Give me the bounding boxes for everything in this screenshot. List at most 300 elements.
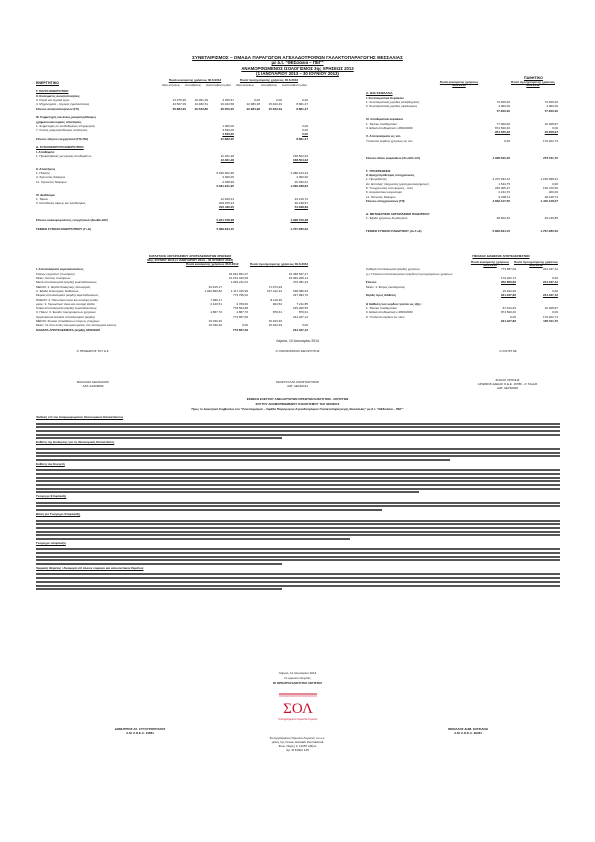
audit-body (36, 416, 560, 678)
liabilities-row-label: 11. Πιστωτές διάφοροι (366, 195, 396, 199)
liabilities-row-previous: 179.202,73 (542, 139, 558, 143)
distribution-row-label: (+) Υπόλοιπο αποτελεσμάτων (κερδών) προηγούμενων χρήσεων (366, 272, 453, 276)
assets-row-net: 12.361,28 (220, 154, 234, 158)
audit-paragraph-emphasis (36, 573, 560, 590)
results-row-current-total: 4.769,66 (236, 302, 248, 306)
liabilities-row-current: 74.000,00 (496, 101, 510, 105)
audit-heading-management: Ευθύνη της Διοίκησης για τις Οικονομικές Καταστάσεις (36, 440, 115, 445)
placeholder-text-line (36, 509, 382, 511)
balance-sheet-title: ΑΝΑΜΟΡΦΩΜΕΝΟΣ ΙΣΟΛΟΓΙΣΜΟΣ 3ης ΧΡΗΣΕΩΣ 2013 (241, 66, 354, 71)
results-row-label: ΚΑΘΑΡΑ ΑΠΟΤΕΛΕΣΜΑΤΑ (κέρδη) ΧΡΗΣΕΩΣ (36, 328, 101, 332)
assets-row-label: 11. Χρεώστες διάφοροι (36, 180, 67, 184)
liabilities-row-label: 5. Υποχρεώσεις από φόρους - τέλη (366, 186, 413, 190)
liabilities-colhead-previous: Ποσά προηγούμενης χρήσεως 30.6.2012 (511, 80, 555, 88)
liabilities-row-previous: 28.448,73 (544, 195, 558, 199)
liabilities-row-label: 1. Τακτικό αποθεματικό (366, 122, 397, 126)
liabilities-row-current: 4.632.417,05 (492, 199, 510, 203)
placeholder-text-line (36, 531, 560, 533)
results-colhead-previous: Ποσά προηγούμενης χρήσεως 30.6.2012 (250, 262, 309, 266)
audit-date: Λάρισα, 11 Ιανουαρίου 2014 (278, 671, 317, 675)
results-row-previous-detail: 71.074,29 (268, 285, 282, 289)
assets-row-label: Γ. ΠΑΓΙΟ ΕΝΕΡΓΗΤΙΚΟ (36, 90, 69, 94)
placeholder-text-line (36, 423, 560, 425)
assets-row-net: 36.350,25 (220, 107, 234, 111)
results-row-current-total: 1.117.415,99 (230, 289, 248, 293)
assets-row-depreciation: 10.482,51 (194, 103, 208, 107)
assets-row-net: 3.000,00 (222, 176, 234, 180)
results-row-current-detail: 7.990,17 (210, 298, 222, 302)
distribution-row-current: 10.942,00 (502, 289, 516, 293)
distribution-row-label: Κέρδη προς διάθεση (366, 294, 396, 298)
placeholder-text-line (36, 573, 560, 575)
liabilities-row-current: 1.028.520,46 (492, 156, 510, 160)
liabilities-row-label: 6. Ασφαλιστικοί οργανισμοί (366, 191, 402, 195)
placeholder-text-line (36, 469, 560, 471)
assets-row-net: 5.631.941,95 (216, 184, 234, 188)
assets-row-net-prev: 1.707.280,02 (290, 227, 308, 231)
distribution-row-current: 941.917,82 (500, 294, 516, 298)
president-title: Ο ΠΡΟΕΔΡΟΣ ΤΟΥ Δ.Σ. (76, 349, 110, 353)
president-name: ΒΑΚΑΛΗΣ ΑΘΑΝΑΣΙΟΣ (77, 380, 109, 384)
assets-row-net-prev: 1.698.709,38 (290, 219, 308, 223)
results-table (36, 268, 308, 336)
liabilities-row-label: 2α. Επιταγές πληρωτέες (μεταχρονολογημένες) (366, 182, 429, 186)
liabilities-row-previous: 74.000,00 (544, 101, 558, 105)
results-row (36, 328, 308, 332)
assets-row-label: 1. Ταμείο (36, 197, 48, 201)
assets-row-label: Σύνολο ακινητοποιήσεων (ΓΙΙ) (36, 107, 79, 111)
assets-row-net-prev: 0,00 (302, 133, 308, 137)
assets-row-net-prev: 8.861,47 (296, 103, 308, 107)
results-row-previous-total: 476.481,23 (292, 281, 308, 285)
results-row-current-total: 778.564,68 (232, 307, 248, 311)
distribution-row-label: 6. Υπόλοιπο κερδών εις νέον (366, 315, 405, 319)
assets-row-net-prev: 168.504,93 (292, 159, 308, 163)
audit-paragraph-auditor (36, 469, 560, 493)
placeholder-text-line (36, 581, 560, 583)
liabilities-row-label: 1. Προμηθευτές (366, 178, 387, 182)
placeholder-text-line (36, 488, 560, 490)
liabilities-row-label: 2. Συνεταιριστικές μερίδες οφειλόμενες (366, 105, 418, 109)
results-row-previous-detail: 8.116,36 (270, 298, 282, 302)
liabilities-row-current: 48.602,62 (496, 217, 510, 221)
placeholder-text-line (36, 577, 560, 579)
assets-row-label: 7. Λοιπές μακροπρόθεσμες απαιτήσεις (36, 129, 88, 133)
liabilities-row-label: Α. ΙΔΙΑ ΚΕΦΑΛΑΙΑ (366, 92, 393, 96)
distribution-row-current: 874.520,46 (500, 311, 516, 315)
distribution-row (366, 294, 558, 298)
assets-row (36, 103, 308, 107)
results-row-current-detail: 1.022.890,82 (204, 289, 222, 293)
sol-logo-text: ΣΟΛ (283, 701, 313, 717)
results-row-label: Ολικά αποτελέσματα (κέρδη) εκμεταλλεύσεως (36, 307, 97, 311)
assets-row-net: 1.000,00 (222, 124, 234, 128)
results-row-current-total: 21.153.440,06 (228, 277, 248, 281)
results-row-label: ΜΕΙΟΝ: 1. Έξοδα διοικητικής λειτουργίας (36, 285, 91, 289)
liabilities-row-current: 2.134,70 (498, 191, 510, 195)
distribution-colhead-current: Ποσά κλειόμενης χρήσεως 30.6.2013 (470, 260, 510, 268)
assets-row-net-prev: 54.398,69 (294, 206, 308, 210)
assets-sub-net: Αναπόσβεστη αξία (206, 83, 231, 87)
placeholder-text-line (36, 477, 560, 479)
liabilities-row-previous: 136.470,50 (542, 186, 558, 190)
results-row-label: Μερικά αποτελέσματα (κέρδη) εκμεταλλεύσεως (36, 294, 99, 298)
results-row-previous-detail: 879,61 (272, 311, 282, 315)
distribution-row (366, 307, 558, 311)
results-row-current-detail: 4.867,70 (210, 311, 222, 315)
auditor1-id: Α.Μ. Σ.Ο.Ε.Λ. 13861 (126, 731, 154, 735)
assets-row-net-prev: 3.000,00 (296, 176, 308, 180)
results-row-label: Μείον: Οι από αυτές ενσωματωμένες στο λειτουργικό κόστος (36, 324, 117, 328)
placeholder-text-line (36, 505, 560, 507)
accountant-license: ΑΡΙΘΜΟΣ ΑΔΕΙΑΣ Ο.Ε.Ε. 16786 - Α' ΤΑΞΗΣ (477, 382, 538, 386)
audit-firm-address: Φωκ. Νέγρη 3, 11257 Αθήνα (278, 744, 317, 748)
company-trade-name: με δ.τ. "ΘΕΣσάλια – ΠΕΓ" (271, 60, 324, 65)
assets-row-depreciation: 20.533,80 (194, 107, 208, 111)
assets-row-net: 3.533,00 (222, 129, 234, 133)
placeholder-text-line (36, 448, 560, 450)
audit-title: ΕΚΘΕΣΗ ΕΛΕΓΧΟΥ ΑΝΕΞΑΡΤΗΤΩΝ ΟΡΚΩΤΩΝ ΕΛΕΓΚΤΩΝ - ΛΟΓΙΣΤΩΝ (246, 397, 349, 401)
assets-row-gross-prev: 22.984,38 (246, 107, 260, 111)
placeholder-text-line (36, 430, 560, 432)
results-row-current-total: 773.657,09 (232, 328, 248, 332)
results-row-previous-total: 879,61 (298, 311, 308, 315)
distribution-row-previous: 195.511,70 (543, 319, 558, 323)
assets-row-label: 3. Καταθέσεις όψεως και προθεσμίας (36, 202, 86, 206)
liabilities-row-label: Ι. Συνεταιριστικό Κεφάλαιο (366, 96, 404, 100)
results-row-current-detail: 15.030,20 (208, 324, 222, 328)
distribution-row-previous: 244.347,12 (542, 281, 558, 285)
placeholder-text-line (36, 520, 560, 522)
assets-row-net-prev: 8.861,47 (296, 107, 308, 111)
results-row (36, 320, 308, 324)
auditor2-id: Α.Μ. Σ.Ο.Ε.Λ. 39461 (454, 731, 482, 735)
distribution-row-previous: 244.347,12 (542, 268, 558, 272)
liabilities-row-label: 1. Έξοδα χρήσεως δουλευμένα (366, 217, 408, 221)
results-row-current-total: 773.795,02 (232, 294, 248, 298)
audit-heading-report: Έκθεση επί του Αναμορφωμένου Οικονομικών Καταστάσεων (36, 416, 124, 419)
audit-heading-auditor: Ευθύνη του Ελεγκτή (36, 461, 65, 466)
liabilities-row-previous: 16.308,97 (544, 131, 558, 135)
results-row-current-detail: 94.615,17 (208, 285, 222, 289)
liabilities-row-label: Σύνολο ιδίων κεφαλαίων (ΑΙ+ΑΙV+ΑV) (366, 156, 420, 160)
manager-id: ΑΔΤ: ΑΕ410414 (287, 384, 308, 388)
liabilities-row-previous: 1.415.418,07 (540, 199, 558, 203)
placeholder-text-line (36, 452, 560, 454)
liabilities-title: ΠΑΘΗΤΙΚΟ (524, 76, 543, 80)
assets-row-net: 3.325,67 (222, 99, 234, 103)
results-row-label: ΜΕΙΟΝ: Σύνολο αποσβέσεων παγίων στοιχείων (36, 319, 100, 323)
assets-row-net-prev: 26.093,61 (294, 180, 308, 184)
results-row-previous-total: 238.486,63 (292, 289, 308, 293)
liabilities-row-current: 4.373.394,12 (492, 178, 510, 182)
liabilities-row-previous: 16.308,97 (544, 122, 558, 126)
sol-logo-graphic (275, 691, 321, 725)
assets-row (36, 99, 308, 103)
placeholder-text-line (36, 523, 560, 525)
assets-row-gross: 56.884,05 (172, 107, 186, 111)
assets-row-net-prev: 8.861,47 (296, 137, 308, 141)
distribution-table (366, 268, 558, 328)
assets-row-net: 5.626.902,96 (216, 172, 234, 176)
assets-row-net-prev: 168.504,93 (292, 154, 308, 158)
distribution-row-label: 3. Ειδικά αποθεματικά ν.2810/2000 (366, 311, 413, 315)
audit-paragraph-qualified (36, 548, 560, 565)
results-row (36, 298, 308, 302)
liabilities-row-current: 246.305,37 (494, 186, 510, 190)
assets-row-label: 1. Πελάτες (36, 172, 50, 176)
assets-row-net: 222.439,25 (218, 206, 234, 210)
placeholder-text-line (36, 480, 560, 482)
results-period: 30ης ΙΟΥΝΙΟΥ 2013 (1 ΙΑΝΟΥΑΡΙΟΥ 2013 – 30 ΙΟΥΝΙΟΥ 2013) (147, 258, 233, 262)
results-row (36, 311, 308, 315)
audit-heading-qualified: Γνώμη με επιφύλαξη (36, 540, 66, 545)
liabilities-row-label: Δ. ΜΕΤΑΒΑΤΙΚΟΙ ΛΟΓΑΡΙΑΣΜΟΙ ΠΑΘΗΤΙΚΟΥ (366, 212, 430, 216)
distribution-colhead-previous: Ποσά προηγούμενης χρήσεως 30.6.2012 (514, 260, 558, 268)
results-row-current-total: 0,00 (242, 324, 248, 328)
results-row-previous-total: 7.211,85 (296, 302, 308, 306)
assets-row-label: Δ. ΚΥΚΛΟΦΟΡΟΥΝ ΕΝΕΡΓΗΤΙΚΟ (36, 146, 84, 150)
placeholder-text-line (36, 563, 282, 565)
results-row (36, 289, 308, 293)
distribution-row-label: Η διάθεση των κερδών γίνεται ως εξής : (366, 302, 423, 306)
results-row-label: Μικτά αποτελέσματα (κέρδη) εκμεταλλεύσεως (36, 281, 97, 285)
assets-row (36, 107, 308, 111)
assets-row-net-prev: 1.288.244,23 (290, 172, 308, 176)
audit-heading-emphasis: Έμφαση Θέματος / Αναφορά επί άλλων νομικών και κανονιστικών θεμάτων (36, 565, 144, 570)
manager-name: ΓΕΩΡΓΟΥΛΑΣ ΚΩΝΣΤΑΝΤΙΝΟΣ (275, 380, 320, 384)
distribution-row-current: 773.657,09 (500, 268, 516, 272)
audit-addressee: Προς το Διοικητικό Συμβούλιο του "Συνεταιρισμού – Ομάδα Παραγωγών Αγελαδοτρόφων Γαλακτοπαραγωγής Θεσσαλίας" με δ.τ. "ΘΕΣσάλια – ΠΕΓ" (191, 407, 404, 411)
liabilities-row-label: 1. Συνεταιριστικές μερίδες καταβλημένες (366, 101, 420, 105)
results-row-label: ΠΛΕΟΝ: 4. Πιστωτικοί τόκοι και συναφή έσοδα (36, 298, 98, 302)
assets-row-net: 5.941.708,98 (216, 219, 234, 223)
audit-firm-registry: Αρ. Μ ΣΟΕΛ 125 (286, 748, 309, 752)
assets-row-gross-prev: 0,00 (254, 99, 260, 103)
audit-paragraph-opinion (36, 502, 560, 511)
assets-row-gross: 13.376,96 (172, 99, 186, 103)
placeholder-text-line (36, 588, 282, 590)
assets-row-label: ΙΙ. Απαιτήσεις (36, 167, 56, 171)
assets-row-net: 4.533,00 (222, 133, 234, 137)
results-row-current-detail: 15.030,20 (208, 319, 222, 323)
liabilities-row-label: ΙΙ. Βραχυπρόθεσμες υποχρεώσεις (366, 174, 415, 178)
liabilities-row-previous: 3.000,00 (546, 105, 558, 109)
liabilities-row-previous: 0,00 (552, 182, 558, 186)
assets-row-gross-prev: 22.984,38 (246, 103, 260, 107)
distribution-row (366, 268, 558, 272)
liabilities-row-previous: 400,00 (548, 191, 558, 195)
assets-row-net-prev: 0,00 (302, 124, 308, 128)
distribution-row-previous: 16.308,97 (544, 307, 558, 311)
assets-sub-gross-prev: Αξία κτήσεως (236, 83, 254, 87)
liabilities-row-previous: 77.000,00 (544, 109, 558, 113)
assets-row-net: 2.038,99 (222, 180, 234, 184)
auditor2-name: ΝΙΚΟΛΑΟΣ ΔΗΜ. ΚΑΤΣΙΑΝΗ (448, 727, 488, 731)
liabilities-row-current: 951.520,46 (494, 131, 510, 135)
distribution-row-label: Μείον: 1. Φόρος εισοδήματος (366, 285, 405, 289)
results-row (36, 324, 308, 328)
liabilities-row-label: Υπόλοιπο κερδών χρήσεως εις νέο (366, 139, 413, 143)
audit-paragraph-report (36, 423, 560, 440)
liabilities-row-current: 0,00 (504, 139, 510, 143)
results-row-previous-total: 244.347,12 (292, 328, 308, 332)
assets-row-depreciation-prev: 15.023,49 (268, 103, 282, 107)
liabilities-row-current: 874.520,46 (494, 126, 510, 130)
distribution-row (366, 320, 558, 324)
assets-row-label: 3. Κτίρια και τεχνικά έργα (36, 99, 70, 103)
liabilities-row-current: 1.544,75 (498, 182, 510, 186)
manager-title: Ο ΟΙΚΟΝΟΜΙΚΟΣ ΔΙΕΥΘΥΝΤΗΣ (275, 349, 320, 353)
liabilities-row-current: 77.000,00 (496, 122, 510, 126)
results-row-label: μείον: 3. Χρεωστικοί τόκοι και συναφή έξοδα (36, 302, 95, 306)
audit-heading-basis: Βάση για Γνώμη με Επιφύλαξη (36, 511, 81, 516)
distribution-row-current: 941.917,82 (500, 319, 516, 323)
audit-paragraph-basis (36, 520, 560, 540)
liabilities-row-previous: 1.707.280,02 (540, 229, 558, 233)
results-row-label: Μείον: Κόστος πωλήσεων (36, 277, 71, 281)
liabilities-row-current: 5.809.634,15 (492, 229, 510, 233)
assets-colhead-current: Ποσά κλειόμενης χρήσεως 30.6.2013 (168, 78, 222, 82)
results-row-label: ΙΙ. Πλέον: 3. Έσοδα προηγουμένων χρήσεων (36, 311, 96, 315)
placeholder-text-line (36, 426, 560, 428)
assets-row-net: 5.809.634,15 (216, 227, 234, 231)
results-row-previous-total: 15.992.208,14 (288, 277, 308, 281)
audit-firm-name: Συνεργαζόμενοι Ορκωτοί Λογιστές α.ε.ο.ε. (269, 736, 326, 740)
assets-row (36, 228, 308, 232)
assets-sub-net-prev: Αναπόσβεστη αξία (282, 83, 307, 87)
audit-paragraph-management (36, 448, 560, 461)
results-row-current-total: 4.867,70 (236, 311, 248, 315)
results-row-current-total: 773.657,09 (232, 315, 248, 319)
distribution-row-label: Καθαρά αποτελέσματα (κέρδη) χρήσεως (366, 268, 420, 272)
distribution-row-previous: 0,00 (552, 289, 558, 293)
results-row-previous-total: 0,00 (302, 324, 308, 328)
assets-row-label: IV. Διαθέσιμα (36, 193, 55, 197)
results-row-previous-total: 245.206,55 (292, 307, 308, 311)
company-name: ΣΥΝΕΤΑΙΡΙΣΜΟΣ – ΟΜΑΔΑ ΠΑΡΑΓΩΓΩΝ ΑΓΕΛΑΔΟΤΡΟΦΩΝ ΓΑΛΑΚΤΟΠΑΡΑΓΩΓΗΣ ΘΕΣΣΑΛΙΑΣ (192, 55, 403, 60)
results-row-previous-detail: 167.412,34 (266, 289, 282, 293)
results-row-previous-total: 237.994,70 (292, 294, 308, 298)
liabilities-row-previous: 0,00 (552, 126, 558, 130)
assets-row-label: 4. Μηχανήματα - τεχνικές εγκαταστάσεις (36, 103, 90, 107)
results-row (36, 302, 308, 306)
placeholder-text-line (36, 552, 560, 554)
placeholder-text-line (36, 559, 560, 561)
sol-logo (275, 691, 321, 725)
liabilities-row-previous: 29.139,85 (544, 217, 558, 221)
distribution-row-current: 67.344,63 (502, 307, 516, 311)
results-row-previous-detail: 904,52 (272, 302, 282, 306)
assets-table (36, 90, 308, 250)
assets-row-net-prev: 1.299.338,84 (290, 184, 308, 188)
liabilities-row (366, 230, 558, 234)
results-row-label: 3. Έξοδα λειτουργίας διαθέσεως (36, 289, 79, 293)
results-row-label: Οργανικά και έκτακτα αποτελέσματα (κέρδη) (36, 315, 95, 319)
placeholder-text-line (36, 459, 450, 461)
placeholder-text-line (36, 556, 560, 558)
placeholder-text-line (36, 548, 560, 550)
distribution-row (366, 311, 558, 315)
audit-closing-title: ΟΙ ΟΡΚΩΤΟΙ ΕΛΕΓΚΤΕΣ ΛΟΓΙΣΤΕΣ (272, 681, 323, 685)
distribution-row-label: Σύνολο (366, 281, 377, 285)
assets-row-label: 1. Προκαταβολές για αγορές αποθεμάτων (36, 154, 92, 158)
results-row-label: Κύκλος εργασιών (πωλήσεις) (36, 272, 75, 276)
assets-row-net-prev: 30.248,97 (294, 202, 308, 206)
placeholder-text-line (36, 502, 560, 504)
assets-row-label: Ι. Αποθέματα (36, 150, 55, 154)
results-row-previous-detail: 15.023,49 (268, 319, 282, 323)
assets-title: ΕΝΕΡΓΗΤΙΚΟ (36, 81, 59, 85)
audit-subtitle: ΕΠΙ ΤΟΥ ΑΝΑΜΟΡΦΩΜΕΝΟΥ ΙΣΟΛΟΓΙΣΜΟΥ ΤΗΣ 30/6/2013 (255, 402, 340, 406)
results-colhead-current: Ποσά κλειόμενης χρήσεως 30.6.2013 (186, 262, 239, 266)
assets-row-label: Σύνολο κυκλοφορούντος ενεργητικού (ΔΙ+ΔΙΙ+ΔΙV) (36, 219, 108, 223)
placeholder-text-line (36, 437, 282, 439)
distribution-row (366, 281, 558, 285)
placeholder-text-line (36, 585, 560, 587)
results-row (36, 285, 308, 289)
placeholder-text-line (36, 473, 560, 475)
distribution-row-previous: 244.347,12 (542, 294, 558, 298)
liabilities-row-current: 77.000,00 (496, 109, 510, 113)
placeholder-text-line (36, 534, 560, 536)
place-date: Λάρισα, 10 Ιανουαρίου 2014 (276, 339, 319, 343)
assets-row-depreciation-prev: 0,00 (276, 99, 282, 103)
liabilities-row-label: V. Αποτελέσματα εις νέο (366, 135, 401, 139)
assets-row-net-prev: 0,00 (302, 129, 308, 133)
distribution-row-previous: 0,00 (552, 277, 558, 281)
assets-sub-dep: Αποσβέσεις (185, 83, 201, 87)
audit-closing: Οι ορκωτοί ελεγκτές (284, 676, 311, 680)
results-row-label: Ι. Αποτελέσματα εκμεταλλεύσεως (36, 268, 84, 272)
liabilities-row-previous: 272.511,70 (543, 156, 558, 160)
liabilities-row-current: 3.000,00 (498, 105, 510, 109)
placeholder-text-line (36, 434, 560, 436)
liabilities-row-label: Γ. ΥΠΟΧΡΕΩΣΕΙΣ (366, 169, 391, 173)
assets-row-net-prev: 24.149,72 (294, 197, 308, 201)
assets-row-net: 33.024,58 (220, 103, 234, 107)
distribution-title: ΠΙΝΑΚΑΣ ΔΙΑΘΕΣΗΣ ΑΠΟΤΕΛΕΣΜΑΤΩΝ (472, 254, 530, 258)
assets-row-net: 209.979,24 (218, 202, 234, 206)
assets-row-net: 37.883,25 (220, 137, 234, 141)
assets-colhead-previous: Ποσά προηγούμενης χρήσεως 30.6.2012 (239, 78, 299, 82)
assets-sub-gross: Αξία κτήσεως (162, 83, 180, 87)
audit-firm-network: μέλος της Crowe Horwath International (271, 740, 324, 744)
liabilities-row-current: 9.038,11 (498, 195, 510, 199)
results-row-previous-total: 16.468.637,47 (288, 272, 308, 276)
assets-sub-dep-prev: Αποσβέσεις (261, 83, 277, 87)
distribution-row-label: 1. Τακτικό αποθεματικό (366, 307, 397, 311)
assets-row-net: 12.460,01 (220, 197, 234, 201)
placeholder-text-line (36, 538, 350, 540)
results-row-previous-detail: 15.023,49 (268, 324, 282, 328)
sol-logo-subtitle: Συνεργαζόμενοι Ορκωτοί Λογιστές (278, 718, 318, 721)
accountant-id: ΑΔΤ: ΑΕ766039 (497, 386, 518, 390)
liabilities-row-previous: 1.150.098,91 (540, 178, 558, 182)
results-row-previous-total: 244.347,12 (292, 315, 308, 319)
placeholder-text-line (36, 527, 560, 529)
assets-row-net-prev: 0,00 (302, 99, 308, 103)
results-title: ΚΑΤΑΣΤΑΣΗ ΛΟΓΑΡΙΑΣΜΟΥ ΑΠΟΤΕΛΕΣΜΑΤΩΝ ΧΡΗΣΕΩΣ (148, 254, 232, 258)
results-row-current-total: 1.891.211,01 (230, 281, 248, 285)
results-row-current-detail: 2.120,51 (210, 302, 222, 306)
distribution-row-current: 179.202,73 (500, 277, 516, 281)
liabilities-row-label: Σύνολο υποχρεώσεων (ΓΙΙ) (366, 199, 405, 203)
balance-sheet-period: (1 ΙΑΝΟΥΑΡΙΟΥ 2013 – 30 ΙΟΥΝΙΟΥ 2013) (256, 71, 339, 76)
placeholder-text-line (36, 455, 560, 457)
liabilities-colhead-current: Ποσά κλειόμενης χρήσεως 30.6.2013 (439, 80, 479, 88)
assets-row-label: ΙΙΙ. Συμμετοχές και άλλες μακροπρόθεσμες (36, 116, 97, 120)
